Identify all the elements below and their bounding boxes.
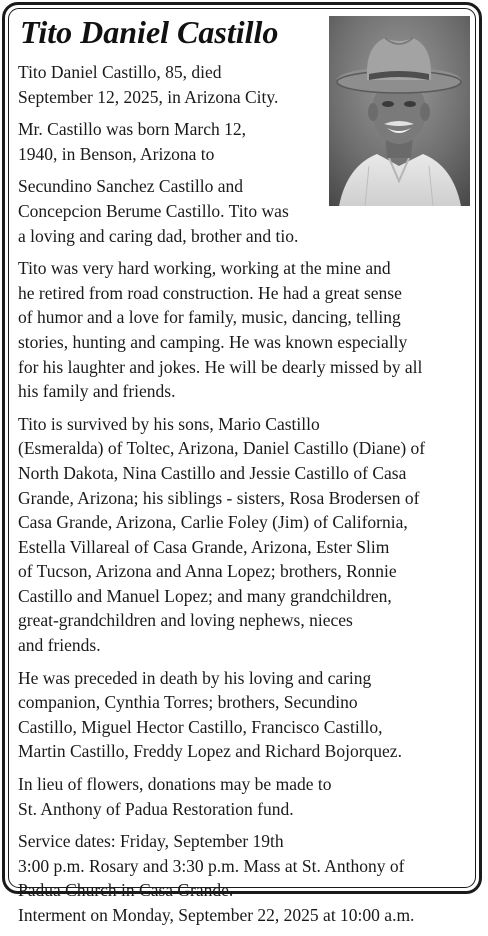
paragraph-survivors <box>18 412 470 658</box>
text-line: a loving and caring dad, brother and tio. <box>18 225 299 246</box>
text-line: he retired from road construction. He had a great sense <box>18 282 402 303</box>
text-line: 1940, in Benson, Arizona to <box>18 143 215 164</box>
text-line: for his laughter and jokes. He will be dearly missed by all <box>18 356 423 377</box>
text-line: Tito is survived by his sons, Mario Castillo <box>18 413 320 434</box>
text-line: Castillo, Miguel Hector Castillo, Francisco Castillo, <box>18 716 383 737</box>
text-line: In lieu of flowers, donations may be made to <box>18 774 332 795</box>
paragraph-services <box>18 829 470 927</box>
obituary-title: Tito Daniel Castillo <box>20 14 279 50</box>
text-line: Casa Grande, Arizona, Carlie Foley (Jim) of California, <box>18 512 408 533</box>
paragraph-preceded <box>18 666 470 764</box>
text-line: September 12, 2025, in Arizona City. <box>18 86 279 107</box>
text-line: Estella Villareal of Casa Grande, Arizona, Ester Slim <box>18 536 390 557</box>
text-line: companion, Cynthia Torres; brothers, Secundino <box>18 692 358 713</box>
text-line: Tito was very hard working, working at the mine and <box>18 258 391 279</box>
text-line: great-grandchildren and loving nephews, nieces <box>18 610 353 631</box>
text-line: Mr. Castillo was born March 12, <box>18 119 246 140</box>
obituary-body <box>18 60 470 936</box>
text-line: Interment on Monday, September 22, 2025 at 10:00 a.m. <box>18 905 415 925</box>
text-line: Tito Daniel Castillo, 85, died <box>18 62 222 82</box>
text-line: Martin Castillo, Freddy Lopez and Richard Bojorquez. <box>18 741 402 762</box>
text-line: of humor and a love for family, music, dancing, telling <box>18 307 401 328</box>
text-line: (Esmeralda) of Toltec, Arizona, Daniel Castillo (Diane) of <box>18 438 426 459</box>
paragraph-birth <box>18 117 470 166</box>
text-line: Grande, Arizona; his siblings - sisters, Rosa Brodersen of <box>18 487 420 508</box>
paragraph-parents <box>18 174 470 248</box>
text-line: North Dakota, Nina Castillo and Jessie Castillo of Casa <box>18 462 407 483</box>
text-line: Padua Church in Casa Grande. <box>18 880 234 901</box>
text-line: and friends. <box>18 635 101 656</box>
paragraph-death-notice <box>18 60 470 109</box>
paragraph-donations <box>18 772 470 821</box>
text-line: his family and friends. <box>18 381 176 402</box>
text-line: He was preceded in death by his loving and caring <box>18 667 372 688</box>
text-line: stories, hunting and camping. He was known especially <box>18 331 408 352</box>
text-line: St. Anthony of Padua Restoration fund. <box>18 798 294 819</box>
paragraph-life <box>18 256 470 404</box>
text-line: Service dates: Friday, September 19th <box>18 831 284 852</box>
text-line: Concepcion Berume Castillo. Tito was <box>18 200 289 221</box>
text-line: 3:00 p.m. Rosary and 3:30 p.m. Mass at St. Anthony of <box>18 855 405 876</box>
text-line: of Tucson, Arizona and Anna Lopez; brothers, Ronnie <box>18 561 397 582</box>
text-line: Secundino Sanchez Castillo and <box>18 176 244 197</box>
text-line: Castillo and Manuel Lopez; and many grandchildren, <box>18 585 392 606</box>
